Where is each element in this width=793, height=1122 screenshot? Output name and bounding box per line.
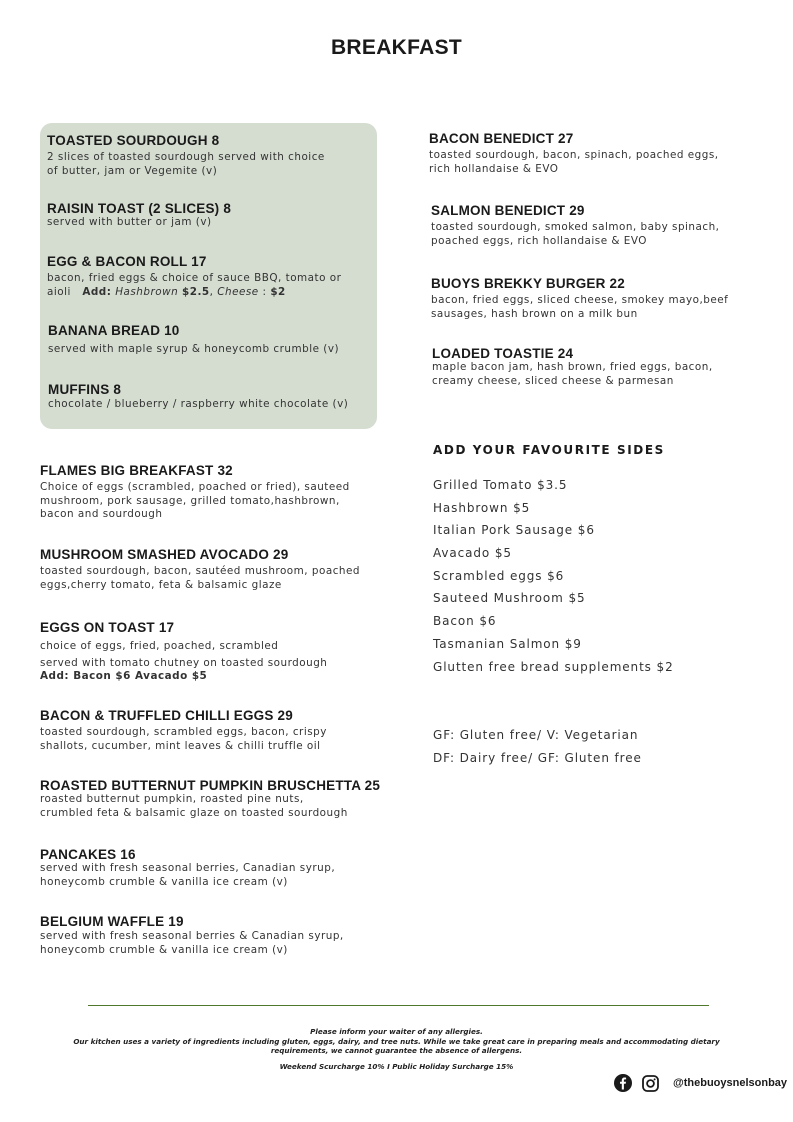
menu-item-pumpkin-bruschetta bbox=[40, 778, 380, 820]
item-description bbox=[40, 930, 344, 957]
desc-line: served with butter or jam (v) bbox=[47, 216, 212, 228]
desc-line: choice of eggs, fried, poached, scrambled bbox=[40, 640, 279, 652]
desc-line: poached eggs, rich hollandaise & EVO bbox=[431, 234, 647, 247]
sides-list bbox=[433, 478, 674, 682]
desc-line: served with maple syrup & honeycomb crumble (v) bbox=[48, 343, 340, 355]
item-description bbox=[40, 793, 380, 820]
dietary-legend bbox=[433, 728, 642, 773]
footer-divider bbox=[88, 1005, 709, 1006]
social-handle[interactable]: @thebuoysnelsonbay bbox=[673, 1077, 788, 1089]
menu-item-muffins bbox=[48, 382, 348, 412]
side-item: Bacon $6 bbox=[433, 614, 497, 629]
desc-line: of butter, jam or Vegemite (v) bbox=[47, 164, 218, 177]
side-item: Avacado $5 bbox=[433, 546, 512, 561]
menu-item-pancakes bbox=[40, 847, 335, 889]
item-description bbox=[431, 294, 728, 321]
menu-item-toasted-sourdough bbox=[47, 133, 325, 178]
allergy-line: requirements, we cannot guarantee the absence of allergens. bbox=[270, 1046, 523, 1056]
desc-line: served with fresh seasonal berries & Canadian syrup, bbox=[40, 930, 344, 942]
item-title: EGGS ON TOAST 17 bbox=[40, 620, 175, 635]
side-item: Hashbrown $5 bbox=[433, 500, 531, 515]
desc-line: shallots, cucumber, mint leaves & chilli truffle oil bbox=[40, 739, 321, 752]
desc-line: served with tomato chutney on toasted sourdough bbox=[40, 656, 328, 669]
legend-line: GF: Gluten free/ V: Vegetarian bbox=[433, 728, 639, 742]
item-title: PANCAKES 16 bbox=[40, 847, 136, 862]
item-title: MUFFINS 8 bbox=[48, 382, 122, 397]
desc-line: eggs,cherry tomato, feta & balsamic glaze bbox=[40, 578, 282, 591]
item-description bbox=[432, 361, 713, 388]
allergy-line: Our kitchen uses a variety of ingredients including gluten, eggs, dairy, and tree nuts. While we take great care in preparing meals and accommodating dietary bbox=[73, 1036, 720, 1046]
side-item: Glutten free bread supplements $2 bbox=[433, 659, 674, 674]
item-description bbox=[47, 272, 341, 299]
menu-item-egg-bacon-roll bbox=[47, 254, 341, 299]
desc-line: rich hollandaise & EVO bbox=[429, 162, 559, 175]
item-description bbox=[47, 151, 325, 178]
item-description bbox=[40, 862, 335, 889]
menu-item-bacon-benedict bbox=[429, 131, 719, 176]
menu-item-big-breakfast bbox=[40, 463, 350, 522]
menu-item-belgium-waffle bbox=[40, 914, 344, 957]
item-description bbox=[40, 565, 360, 592]
item-title: MUSHROOM SMASHED AVOCADO 29 bbox=[40, 547, 289, 562]
item-title: BACON BENEDICT 27 bbox=[429, 131, 574, 146]
item-title: RAISIN TOAST (2 SLICES) 8 bbox=[47, 201, 232, 216]
menu-item-salmon-benedict bbox=[431, 203, 719, 248]
item-description bbox=[429, 149, 719, 176]
desc-line: toasted sourdough, smoked salmon, baby spinach, bbox=[431, 221, 720, 233]
item-title: TOASTED SOURDOUGH 8 bbox=[47, 133, 220, 148]
add-label: Add: bbox=[82, 285, 112, 298]
surcharge-text: Weekend Scurcharge 10% I Public Holiday Surcharge 15% bbox=[279, 1062, 514, 1071]
menu-item-brekky-burger bbox=[431, 276, 728, 321]
social-links bbox=[614, 1074, 787, 1092]
side-item: Scrambled eggs $6 bbox=[433, 568, 565, 583]
menu-item-raisin-toast bbox=[47, 201, 231, 230]
instagram-icon[interactable] bbox=[642, 1075, 659, 1092]
menu-item-truffled-chilli-eggs bbox=[40, 708, 327, 753]
item-description bbox=[48, 343, 339, 357]
desc-line: toasted sourdough, bacon, spinach, poached eggs, bbox=[429, 149, 719, 161]
desc-line: chocolate / blueberry / raspberry white chocolate (v) bbox=[48, 398, 349, 410]
item-title: BACON & TRUFFLED CHILLI EGGS 29 bbox=[40, 708, 293, 723]
facebook-icon[interactable] bbox=[614, 1074, 632, 1092]
menu-item-banana-bread bbox=[48, 323, 339, 357]
desc-line: toasted sourdough, bacon, sautéed mushroom, poached bbox=[40, 565, 360, 577]
item-description bbox=[48, 398, 348, 412]
surcharge-notice bbox=[0, 1062, 793, 1072]
allergy-notice bbox=[0, 1027, 793, 1056]
item-title: ROASTED BUTTERNUT PUMPKIN BRUSCHETTA 25 bbox=[40, 778, 381, 793]
item-title: BANANA BREAD 10 bbox=[48, 323, 180, 338]
side-item: Tasmanian Salmon $9 bbox=[433, 636, 582, 651]
desc-line: honeycomb crumble & vanilla ice cream (v) bbox=[40, 943, 288, 956]
desc-line: honeycomb crumble & vanilla ice cream (v) bbox=[40, 875, 288, 888]
desc-line: Choice of eggs (scrambled, poached or fried), sauteed bbox=[40, 481, 350, 493]
item-description bbox=[47, 216, 231, 230]
item-title: SALMON BENEDICT 29 bbox=[431, 203, 585, 218]
desc-line: crumbled feta & balsamic glaze on toasted sourdough bbox=[40, 806, 348, 819]
item-description bbox=[431, 221, 719, 248]
item-title: BELGIUM WAFFLE 19 bbox=[40, 914, 184, 929]
item-title: FLAMES BIG BREAKFAST 32 bbox=[40, 463, 233, 478]
menu-item-mushroom-avocado bbox=[40, 547, 360, 592]
desc-text: aioli bbox=[47, 285, 71, 298]
desc-line: creamy cheese, sliced cheese & parmesan bbox=[432, 374, 674, 387]
item-title: EGG & BACON ROLL 17 bbox=[47, 254, 207, 269]
desc-line: 2 slices of toasted sourdough served with choice bbox=[47, 151, 325, 163]
item-description bbox=[40, 726, 327, 753]
allergy-line: Please inform your waiter of any allergies. bbox=[310, 1027, 483, 1036]
add-line: Add: Bacon $6 Avacado $5 bbox=[40, 670, 208, 682]
desc-line: bacon, fried eggs, sliced cheese, smokey mayo,beef bbox=[431, 294, 729, 306]
menu-item-loaded-toastie bbox=[432, 346, 713, 388]
page-title: BREAKFAST bbox=[330, 36, 463, 59]
add-price: $2 bbox=[270, 285, 286, 298]
desc-line: toasted sourdough, scrambled eggs, bacon, crispy bbox=[40, 726, 327, 738]
desc-line: sausages, hash brown on a milk bun bbox=[431, 307, 638, 320]
side-item: Sauteed Mushroom $5 bbox=[433, 591, 586, 606]
legend-line: DF: Dairy free/ GF: Gluten free bbox=[433, 750, 642, 765]
desc-line: roasted butternut pumpkin, roasted pine nuts, bbox=[40, 793, 304, 805]
desc-line: bacon, fried eggs & choice of sauce BBQ, tomato or bbox=[47, 272, 342, 284]
add-item: Cheese bbox=[217, 285, 259, 298]
desc-line: bacon and sourdough bbox=[40, 508, 163, 520]
sides-heading: ADD YOUR FAVOURITE SIDES bbox=[433, 443, 665, 457]
desc-line: maple bacon jam, hash brown, fried eggs, bacon, bbox=[432, 361, 713, 373]
menu-item-eggs-on-toast bbox=[40, 620, 327, 684]
add-price: $2.5 bbox=[182, 285, 210, 298]
desc-line: aioli Add: Hashbrown $2.5, Cheese : $2 bbox=[47, 285, 286, 298]
desc-line: mushroom, pork sausage, grilled tomato,hashbrown, bbox=[40, 494, 340, 507]
item-title: BUOYS BREKKY BURGER 22 bbox=[431, 276, 625, 291]
item-description bbox=[40, 481, 350, 522]
add-item: Hashbrown bbox=[115, 285, 179, 298]
item-description bbox=[40, 640, 327, 684]
desc-line: served with fresh seasonal berries, Canadian syrup, bbox=[40, 862, 336, 874]
side-item: Italian Pork Sausage $6 bbox=[433, 523, 595, 538]
item-title: LOADED TOASTIE 24 bbox=[432, 346, 574, 361]
side-item: Grilled Tomato $3.5 bbox=[433, 478, 568, 492]
